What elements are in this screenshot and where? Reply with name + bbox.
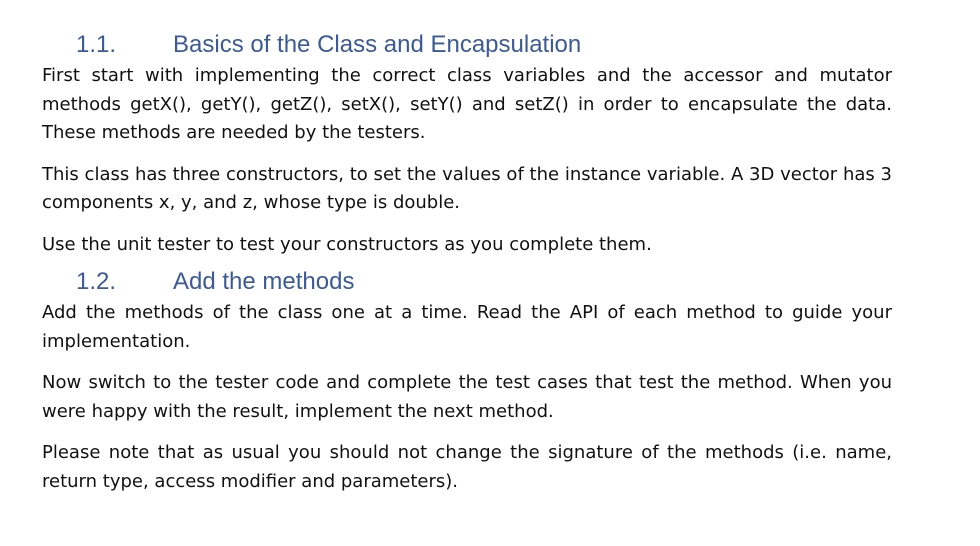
paragraph: Use the unit tester to test your constructors as you complete them. <box>42 233 652 255</box>
section-number: 1.1. <box>76 31 117 58</box>
paragraph: Add the methods of the class one at a time. Read the API of each method to guide your implementation. <box>42 302 892 352</box>
paragraph: First start with implementing the correct class variables and the accessor and mutator methods getX(), getY(), getZ(), setX(), setY() and setZ() in order to encapsulate the data. These methods are needed by the testers. <box>42 65 892 143</box>
section-title: Add the methods <box>173 268 355 295</box>
section-heading-1-2 <box>76 265 892 299</box>
paragraph: Please note that as usual you should not change the signature of the methods (i.e. name, return type, access modifier and parameters). <box>42 442 892 492</box>
document-page <box>42 28 892 496</box>
paragraph: This class has three constructors, to set the values of the instance variable. A 3D vector has 3 components x, y, and z, whose type is double. <box>42 163 892 213</box>
section-number: 1.2. <box>76 268 117 295</box>
section-heading-1-1 <box>76 28 892 62</box>
section-title: Basics of the Class and Encapsulation <box>173 31 582 58</box>
paragraph: Now switch to the tester code and complete the test cases that test the method. When you were happy with the result, implement the next method. <box>42 372 892 422</box>
